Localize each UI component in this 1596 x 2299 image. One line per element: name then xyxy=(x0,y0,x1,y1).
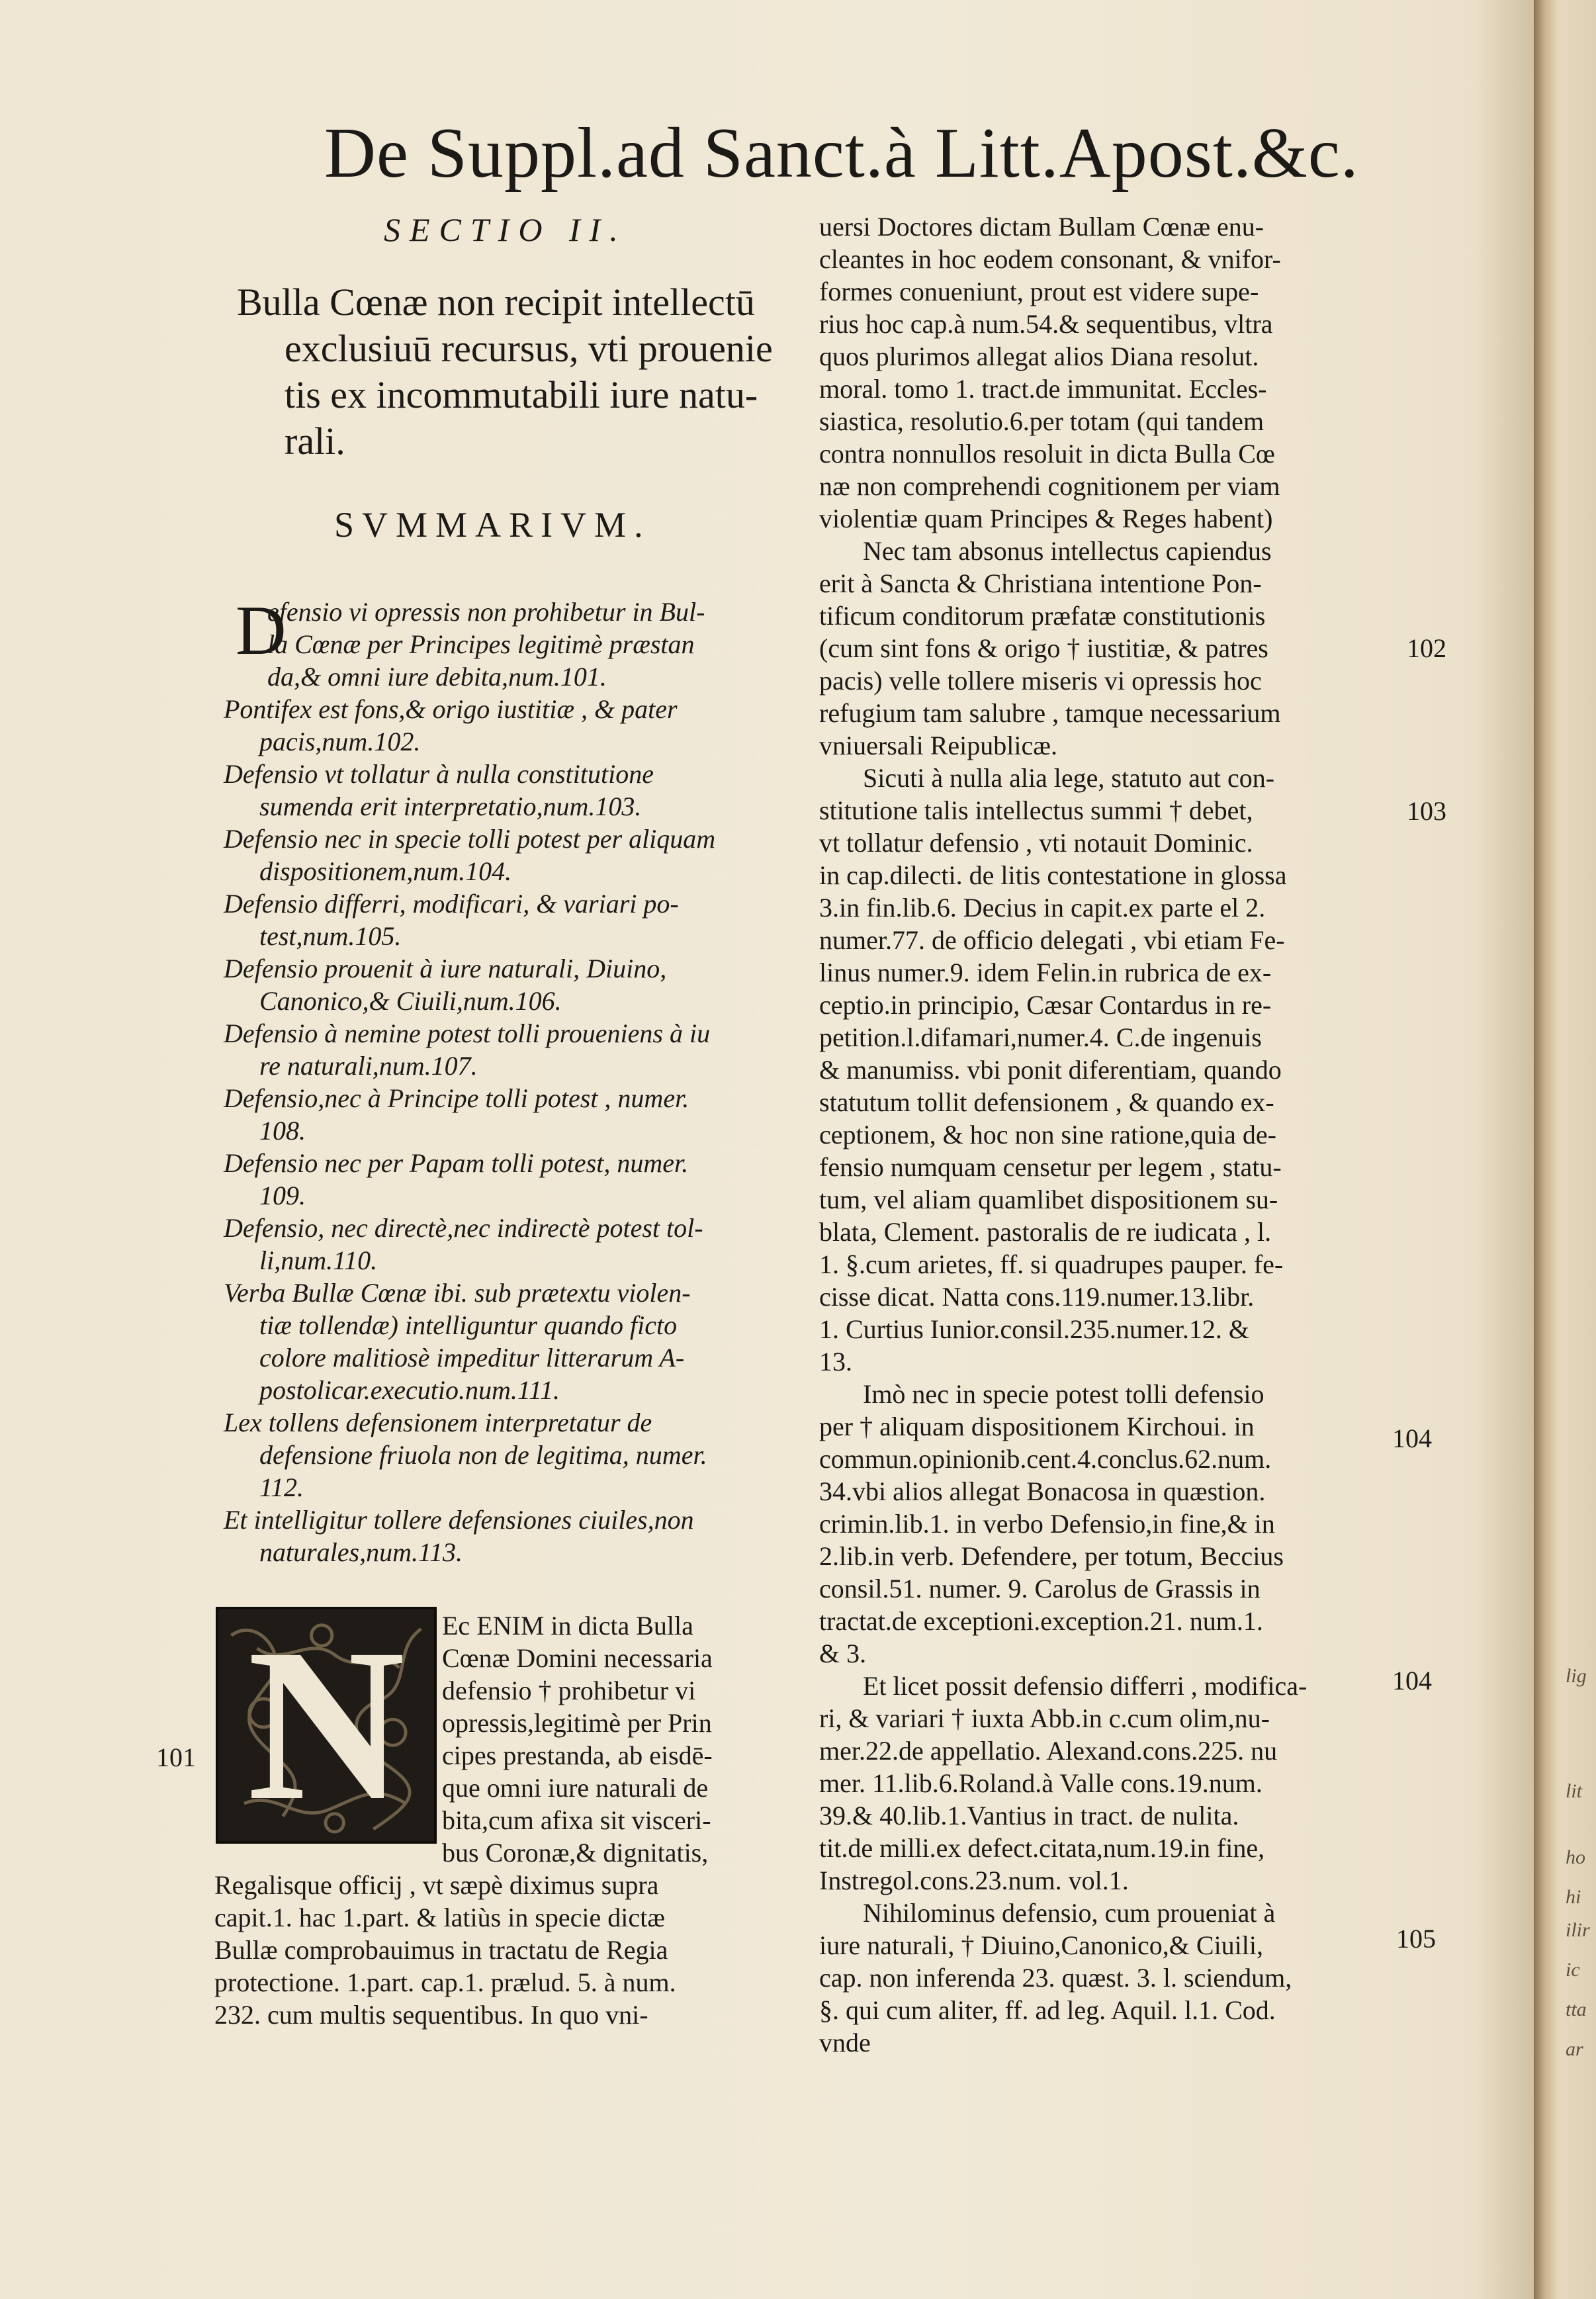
summary-line: Verba Bullæ Cœnæ ibi. sub prætextu violen- xyxy=(224,1278,691,1308)
body-line: ceptio.in principio, Cæsar Contardus in re- xyxy=(819,990,1272,1020)
section-heading: SECTIO II. xyxy=(384,211,627,248)
body-line: blata, Clement. pastoralis de re iudicata , l. xyxy=(819,1217,1272,1247)
body-line: tificum conditorum præfatæ constitutionis xyxy=(819,601,1266,631)
bleed-through-text: tta xyxy=(1566,1999,1587,2020)
summary-line: Et intelligitur tollere defensiones ciuiles,non xyxy=(224,1505,694,1535)
body-line: mer.22.de appellatio. Alexand.cons.225. nu xyxy=(819,1736,1278,1766)
summary-line: postolicar.executio.num.111. xyxy=(259,1375,560,1405)
summary-line: Defensio,nec à Principe tolli potest , numer. xyxy=(224,1083,689,1113)
summary-line: Canonico,& Ciuili,num.106. xyxy=(259,986,562,1016)
margin-number: 101 xyxy=(156,1742,196,1772)
summary-heading: SVMMARIVM. xyxy=(334,505,651,545)
body-line: refugium tam salubre , tamque necessarium xyxy=(819,698,1281,728)
summary-line: 108. xyxy=(259,1116,306,1146)
body-line: bus Coronæ,& dignitatis, xyxy=(442,1838,709,1868)
summary-list xyxy=(224,592,799,1568)
body-line: iure naturali, † Diuino,Canonico,& Ciuili, xyxy=(819,1930,1264,1960)
margin-number: 104 xyxy=(1392,1666,1432,1695)
summary-line: Defensio à nemine potest tolli proueniens à iu xyxy=(224,1018,711,1048)
margin-number: 104 xyxy=(1392,1423,1432,1453)
body-line: 232. cum multis sequentibus. In quo vni- xyxy=(214,2000,648,2030)
body-line: formes conueniunt, prout est videre supe- xyxy=(819,277,1259,306)
body-line: Nihilominus defensio, cum proueniat à xyxy=(863,1898,1276,1928)
body-line: bita,cum afixa sit visceri- xyxy=(442,1805,711,1835)
body-line: cisse dicat. Natta cons.119.numer.13.libr. xyxy=(819,1282,1255,1312)
body-line: Regalisque officij , vt sæpè diximus supra xyxy=(214,1870,659,1900)
body-line: (cum sint fons & origo † iustitiæ, & patres xyxy=(819,633,1268,663)
body-line: opressis,legitimè per Prin xyxy=(442,1708,712,1738)
summary-line: Defensio prouenit à iure naturali, Diuino, xyxy=(224,954,667,983)
bleed-through-text: hi xyxy=(1566,1886,1581,1908)
summary-line: dispositionem,num.104. xyxy=(259,856,512,886)
margin-number: 103 xyxy=(1407,796,1446,826)
bleed-through-text: ho xyxy=(1566,1846,1585,1868)
body-line: capit.1. hac 1.part. & latiùs in specie dictæ xyxy=(214,1903,665,1932)
decorated-initial-n xyxy=(216,1607,437,1844)
body-line: rius hoc cap.à num.54.& sequentibus, vltra xyxy=(819,309,1273,339)
bleed-through-text: ic xyxy=(1566,1959,1580,1981)
margin-number: 105 xyxy=(1396,1924,1436,1954)
body-line: in cap.dilecti. de litis contestatione in glossa xyxy=(819,860,1287,890)
summary-line: defensione friuola non de legitima, numer. xyxy=(259,1440,707,1470)
summary-line: re naturali,num.107. xyxy=(259,1051,478,1081)
body-line: Nec tam absonus intellectus capiendus xyxy=(863,536,1272,566)
summary-line: Lex tollens defensionem interpretatur de xyxy=(224,1408,652,1437)
summary-line: Pontifex est fons,& origo iustitiæ , & pater xyxy=(224,694,678,724)
body-line: erit à Sancta & Christiana intentione Pon- xyxy=(819,568,1262,598)
summary-line: tiæ tollendæ) intelliguntur quando ficto xyxy=(259,1310,678,1340)
body-line: siastica, resolutio.6.per totam (qui tandem xyxy=(819,406,1264,436)
body-line: pacis) velle tollere miseris vi opressis hoc xyxy=(819,666,1262,696)
body-line: 34.vbi alios allegat Bonacosa in quæstion. xyxy=(819,1476,1266,1506)
body-line: §. qui cum aliter, ff. ad leg. Aquil. l.1. Cod. xyxy=(819,1995,1276,2025)
book-gutter xyxy=(1534,0,1596,2299)
summary-line: Defensio nec in specie tolli potest per aliquam xyxy=(224,824,716,854)
body-line: uersi Doctores dictam Bullam Cœnæ enu- xyxy=(819,212,1264,242)
body-line: ri, & variari † iuxta Abb.in c.cum olim,nu- xyxy=(819,1703,1270,1733)
summary-line: colore malitiosè impeditur litterarum A- xyxy=(259,1343,685,1373)
body-line: & 3. xyxy=(819,1639,867,1668)
rubric-line: rali. xyxy=(285,420,345,463)
body-line: defensio † prohibetur vi xyxy=(442,1676,696,1705)
body-line: 13. xyxy=(819,1347,852,1376)
body-line: & manumiss. vbi ponit diferentiam, quando xyxy=(819,1055,1282,1085)
body-line: protectione. 1.part. cap.1. prælud. 5. à num. xyxy=(214,1967,676,1997)
bleed-through-text: lig xyxy=(1566,1665,1587,1687)
body-line: cap. non inferenda 23. quæst. 3. l. sciendum, xyxy=(819,1963,1292,1993)
initial-letter: N xyxy=(247,1607,406,1844)
body-left-wide xyxy=(214,1869,810,2031)
body-line: violentiæ quam Principes & Reges habent) xyxy=(819,504,1273,533)
rubric-line: Bulla Cœnæ non recipit intellectū xyxy=(237,281,755,324)
body-line: stitutione talis intellectus summi † debet, xyxy=(819,795,1253,825)
summary-line: li,num.110. xyxy=(259,1245,378,1275)
rubric-line: exclusiuū recursus, vti prouenie xyxy=(285,327,773,370)
body-line: consil.51. numer. 9. Carolus de Grassis in xyxy=(819,1574,1261,1603)
summary-line: la Cœnæ per Principes legitimè præstan xyxy=(267,629,695,659)
bleed-through-text: ar xyxy=(1566,2038,1583,2060)
body-line: ceptionem, & hoc non sine ratione,quia de- xyxy=(819,1120,1276,1150)
body-line: numer.77. de officio delegati , vbi etiam Fe- xyxy=(819,925,1285,955)
body-line: Et licet possit defensio differri , modifica- xyxy=(863,1671,1308,1701)
summary-line: Defensio vt tollatur à nulla constitutione xyxy=(224,759,654,789)
body-right-column xyxy=(819,210,1401,2059)
body-line: moral. tomo 1. tract.de immunitat. Eccles- xyxy=(819,374,1267,404)
margin-number: 102 xyxy=(1407,633,1446,663)
rubric-line: tis ex incommutabili iure natu- xyxy=(285,373,758,416)
body-line: Imò nec in specie potest tolli defensio xyxy=(863,1379,1264,1409)
summary-line: da,& omni iure debita,num.101. xyxy=(267,662,607,692)
body-line: quos plurimos allegat alios Diana resolut. xyxy=(819,341,1259,371)
bleed-through-text: ilir xyxy=(1566,1919,1590,1941)
section-rubric xyxy=(237,279,806,465)
body-line: linus numer.9. idem Felin.in rubrica de ex- xyxy=(819,958,1272,987)
body-line: Instregol.cons.23.num. vol.1. xyxy=(819,1866,1129,1895)
summary-line: pacis,num.102. xyxy=(259,727,421,756)
summary-line: sumenda erit interpretatio,num.103. xyxy=(259,791,642,821)
body-line: 39.& 40.lib.1.Vantius in tract. de nulita. xyxy=(819,1801,1239,1830)
body-line: per † aliquam dispositionem Kirchoui. in xyxy=(819,1412,1255,1441)
body-line: vnde xyxy=(819,2028,871,2057)
body-line: commun.opinionib.cent.4.conclus.62.num. xyxy=(819,1444,1272,1474)
summary-line: test,num.105. xyxy=(259,921,402,951)
body-left-narrow xyxy=(442,1609,813,1869)
body-line: 1. §.cum arietes, ff. si quadrupes pauper. fe- xyxy=(819,1249,1284,1279)
body-line: cipes prestanda, ab eisdē- xyxy=(442,1740,713,1770)
running-header: De Suppl.ad Sanct.à Litt.Apost.&c. xyxy=(324,114,1359,193)
body-line: næ non comprehendi cognitionem per viam xyxy=(819,471,1280,501)
body-line: 3.in fin.lib.6. Decius in capit.ex parte el 2. xyxy=(819,893,1266,923)
body-line: crimin.lib.1. in verbo Defensio,in fine,& in xyxy=(819,1509,1275,1539)
body-line: mer. 11.lib.6.Roland.à Valle cons.19.num. xyxy=(819,1768,1263,1798)
body-line: tum, vel aliam quamlibet dispositionem su- xyxy=(819,1185,1278,1214)
summary-drop-letter: D xyxy=(236,592,287,669)
body-line: cleantes in hoc eodem consonant, & vnifor- xyxy=(819,244,1281,274)
body-line: Bullæ comprobauimus in tractatu de Regia xyxy=(214,1935,668,1965)
body-line: 2.lib.in verb. Defendere, per totum, Beccius xyxy=(819,1541,1284,1571)
summary-line: naturales,num.113. xyxy=(259,1537,463,1567)
summary-line: 109. xyxy=(259,1181,306,1210)
body-line: vt tollatur defensio , vti notauit Dominic. xyxy=(819,828,1253,858)
body-line: contra nonnullos resoluit in dicta Bulla Cœ xyxy=(819,439,1275,469)
body-line: tractat.de exceptioni.exception.21. num.1. xyxy=(819,1606,1263,1636)
body-line: petition.l.difamari,numer.4. C.de ingenuis xyxy=(819,1022,1262,1052)
bleed-through-text: lit xyxy=(1566,1780,1583,1802)
body-line: Cœnæ Domini necessaria xyxy=(442,1643,713,1673)
body-line: Ec ENIM in dicta Bulla xyxy=(442,1611,693,1641)
summary-line: Defensio differri, modificari, & variari po- xyxy=(224,889,679,919)
body-line: que omni iure naturali de xyxy=(442,1773,709,1803)
summary-line: 112. xyxy=(259,1472,304,1502)
body-line: tit.de milli.ex defect.citata,num.19.in fine, xyxy=(819,1833,1265,1863)
body-line: statutum tollit defensionem , & quando ex- xyxy=(819,1087,1274,1117)
gutter-shadow xyxy=(1476,0,1535,2299)
summary-line: Defensio, nec directè,nec indirectè potest tol- xyxy=(224,1213,703,1243)
body-line: Sicuti à nulla alia lege, statuto aut con- xyxy=(863,763,1275,793)
summary-line: efensio vi opressis non prohibetur in Bul- xyxy=(267,597,705,627)
summary-line: Defensio nec per Papam tolli potest, numer. xyxy=(224,1148,689,1178)
body-line: 1. Curtius Iunior.consil.235.numer.12. & xyxy=(819,1314,1249,1344)
body-line: fensio numquam censetur per legem , statu- xyxy=(819,1152,1282,1182)
body-line: vniuersali Reipublicæ. xyxy=(819,731,1057,760)
